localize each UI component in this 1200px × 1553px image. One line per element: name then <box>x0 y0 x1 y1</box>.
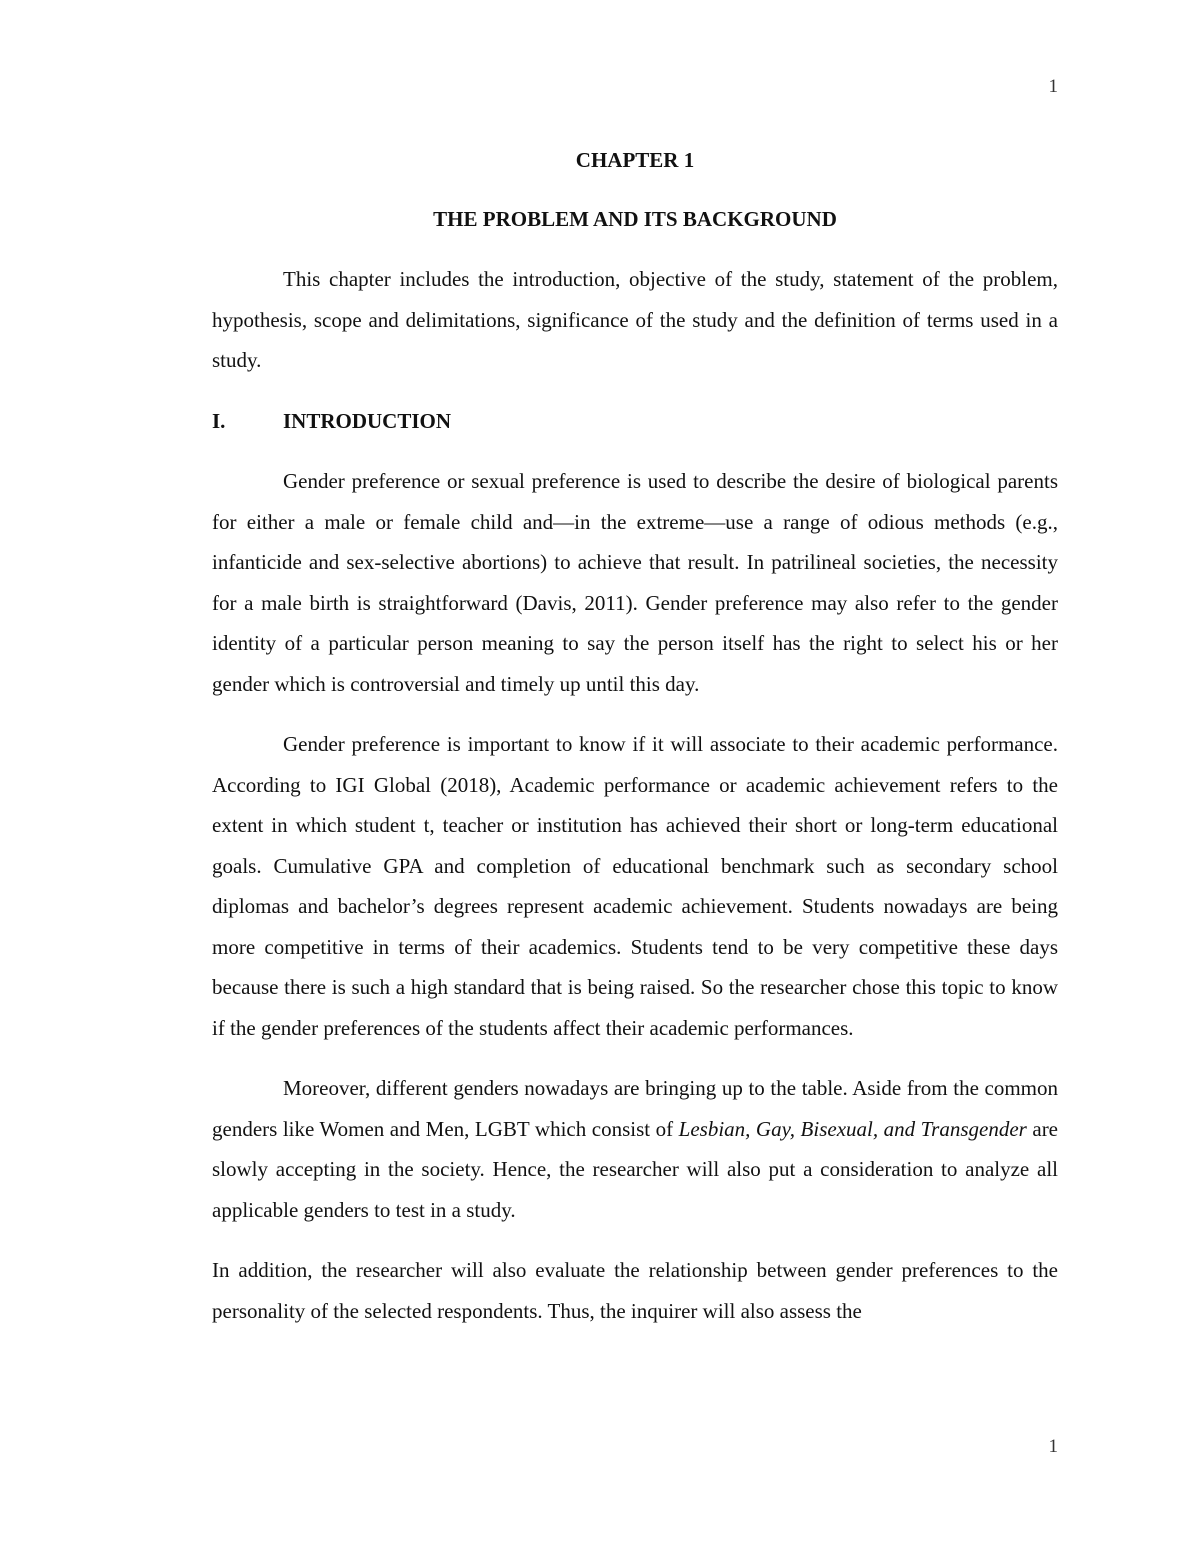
paragraph-lgbt-text-after: are slowly accepting in the society. Hence, the researcher will also put a consideration to analyze all applicable genders to test in a study. <box>212 1116 1059 1222</box>
paragraph-personality: In addition, the researcher will also evaluate the relationship between gender preferences to the personality of the selected respondents. Thus, the inquirer will also assess the <box>212 1258 1058 1323</box>
page-number-bottom: 1 <box>1048 1436 1058 1457</box>
paragraph-lgbt <box>212 1068 1058 1230</box>
section-number: I. <box>212 408 226 433</box>
chapter-title: CHAPTER 1 <box>575 148 695 172</box>
page-number-top: 1 <box>1048 76 1058 97</box>
paragraph-gender-preference: Gender preference or sexual preference is used to describe the desire of biological parents for either a male or female child and—in the extreme—use a range of odious methods (e.g., infanticide and sex-selective abortions) to achieve that result. In patrilineal societies, the necessity for a male birth is straightforward (Davis, 2011). Gender preference may also refer to the gender identity of a particular person meaning to say the person itself has the right to select his or her gender which is controversial and timely up until this day. <box>212 469 1058 696</box>
section-heading-introduction <box>212 401 1058 442</box>
chapter-intro-paragraph: This chapter includes the introduction, objective of the study, statement of the problem, hypothesis, scope and delimitations, significance of the study and the definition of terms used in a study. <box>212 267 1058 372</box>
paragraph-lgbt-italic-terms: Lesbian, Gay, Bisexual, and Transgender <box>678 1116 1027 1141</box>
document-body <box>212 140 1058 1331</box>
chapter-subtitle: THE PROBLEM AND ITS BACKGROUND <box>433 206 837 231</box>
paragraph-academic-performance: Gender preference is important to know if it will associate to their academic performance. According to IGI Global (2018), Academic performance or academic achievement refers to the extent in which student t, teacher or institution has achieved their short or long-term educational goals. Cumulative GPA and completion of educational benchmark such as secondary school diplomas and bachelor’s degrees represent academic achievement. Students nowadays are being more competitive in terms of their academics. Students tend to be very competitive these days because there is such a high standard that is being raised. So the researcher chose this topic to know if the gender preferences of the students affect their academic performances. <box>212 732 1058 1040</box>
paragraph-lgbt-text-before: Moreover, different genders nowadays are bringing up to the table. Aside from the common genders like Women and Men, LGBT which consist of <box>212 1076 1058 1141</box>
section-title: INTRODUCTION <box>283 408 452 433</box>
